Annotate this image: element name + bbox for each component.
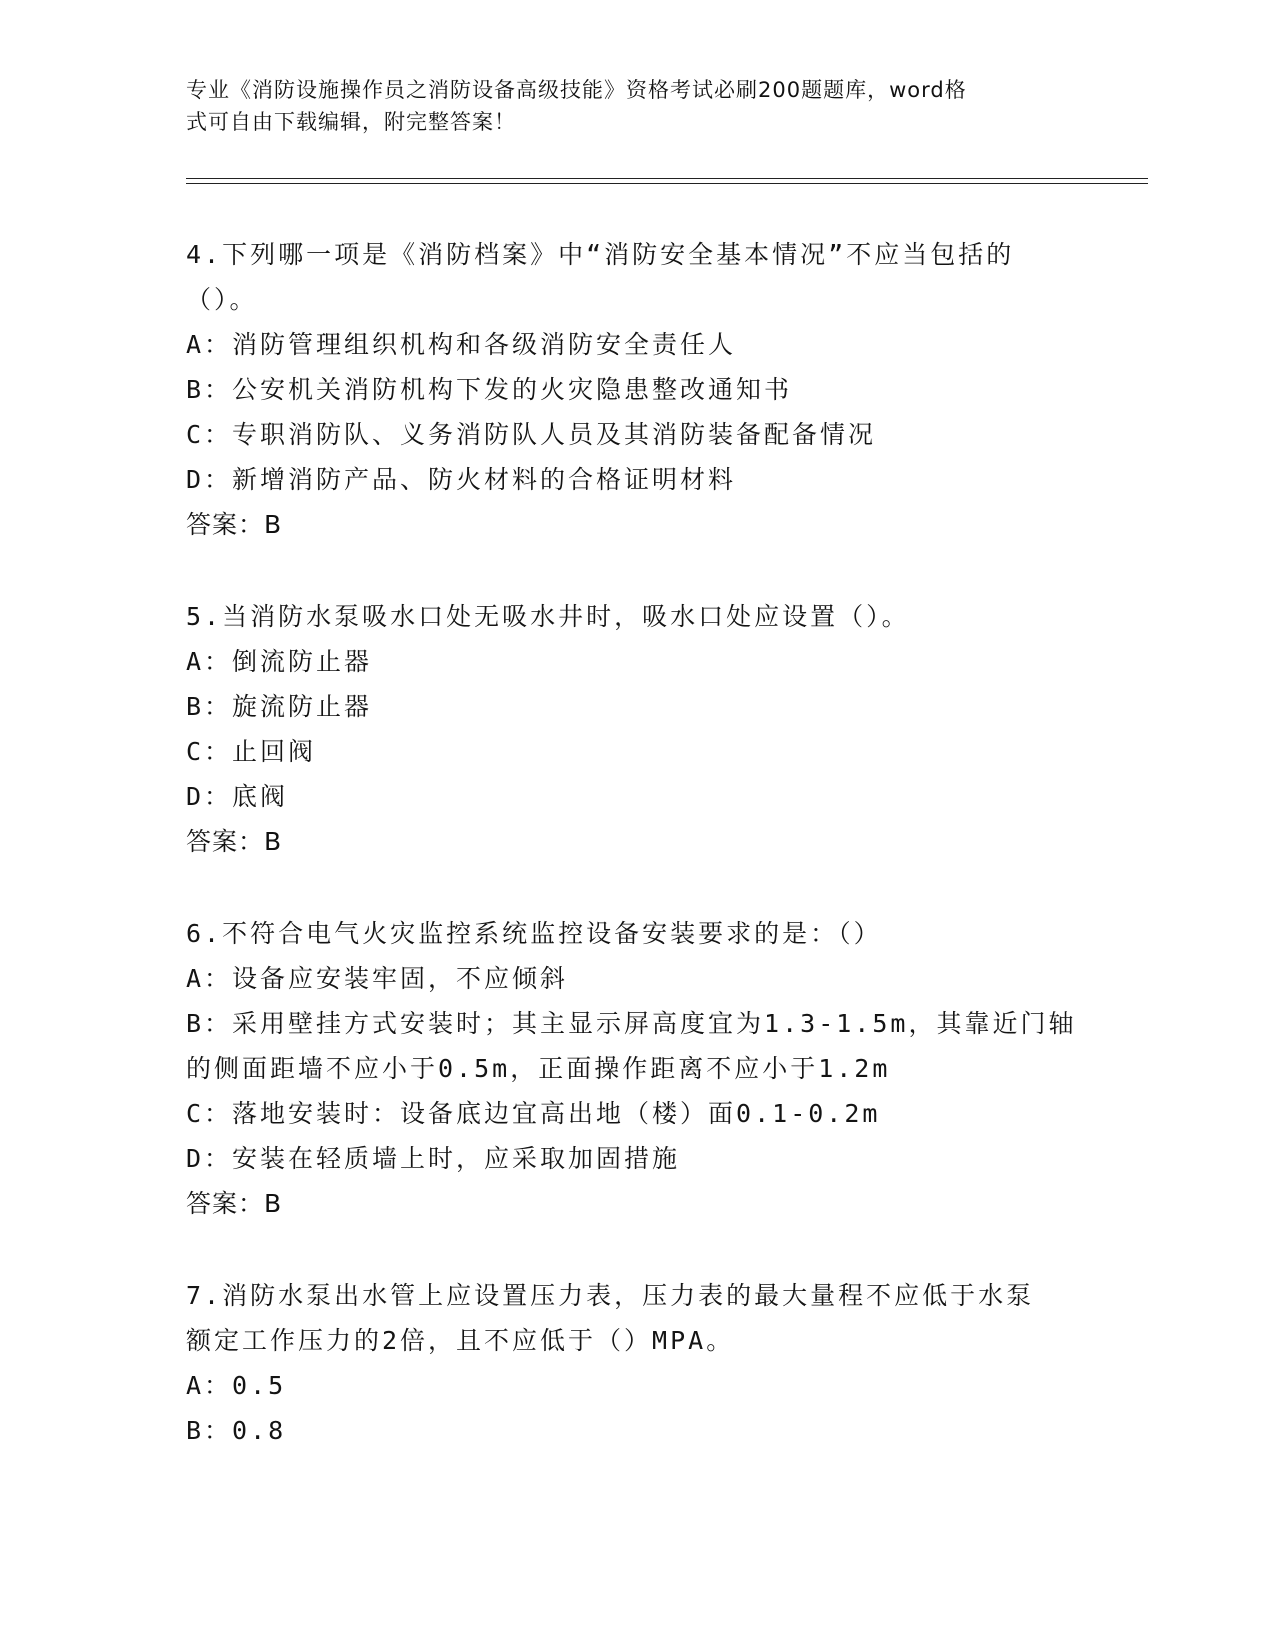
option-a: A：消防管理组织机构和各级消防安全责任人 — [186, 330, 737, 359]
header-title-line-1: 专业《消防设施操作员之消防设备高级技能》资格考试必刷200题题库，word格 — [186, 78, 967, 102]
question-stem: 7.消防水泵出水管上应设置压力表，压力表的最大量程不应低于水泵 — [186, 1281, 1035, 1310]
question-stem: （）。 — [186, 285, 258, 314]
option-c: C：止回阀 — [186, 737, 317, 766]
document-header — [186, 74, 1066, 138]
question-stem: 4.下列哪一项是《消防档案》中“消防安全基本情况”不应当包括的 — [186, 240, 1015, 269]
option-b: B：旋流防止器 — [186, 692, 373, 721]
option-a: A：设备应安装牢固，不应倾斜 — [186, 964, 569, 993]
option-d: D：新增消防产品、防火材料的合格证明材料 — [186, 465, 737, 494]
option-b: B：公安机关消防机构下发的火灾隐患整改通知书 — [186, 375, 793, 404]
question-7 — [186, 1273, 1086, 1453]
question-5 — [186, 594, 1086, 864]
option-b-continued: 的侧面距墙不应小于0.5m，正面操作距离不应小于1.2m — [186, 1054, 891, 1083]
answer-line: 答案：B — [186, 510, 283, 539]
question-stem: 6.不符合电气火灾监控系统监控设备安装要求的是：（） — [186, 919, 882, 948]
answer-line: 答案：B — [186, 827, 283, 856]
question-4 — [186, 232, 1086, 547]
answer-line: 答案：B — [186, 1189, 283, 1218]
option-c: C：落地安装时：设备底边宜高出地（楼）面0.1-0.2m — [186, 1099, 881, 1128]
question-stem: 额定工作压力的2倍，且不应低于（）MPA。 — [186, 1326, 735, 1355]
option-b: B：0.8 — [186, 1416, 287, 1445]
option-d: D：安装在轻质墙上时，应采取加固措施 — [186, 1144, 681, 1173]
header-divider-top — [186, 178, 1148, 179]
option-a: A：0.5 — [186, 1371, 287, 1400]
option-b: B：采用壁挂方式安装时；其主显示屏高度宜为1.3-1.5m，其靠近门轴 — [186, 1009, 1077, 1038]
option-c: C：专职消防队、义务消防队人员及其消防装备配备情况 — [186, 420, 877, 449]
option-d: D：底阀 — [186, 782, 289, 811]
question-6 — [186, 911, 1086, 1226]
header-title-line-2: 式可自由下载编辑，附完整答案！ — [186, 110, 516, 134]
option-a: A：倒流防止器 — [186, 647, 373, 676]
question-stem: 5.当消防水泵吸水口处无吸水井时，吸水口处应设置（）。 — [186, 602, 910, 631]
header-divider-bottom — [186, 183, 1148, 184]
